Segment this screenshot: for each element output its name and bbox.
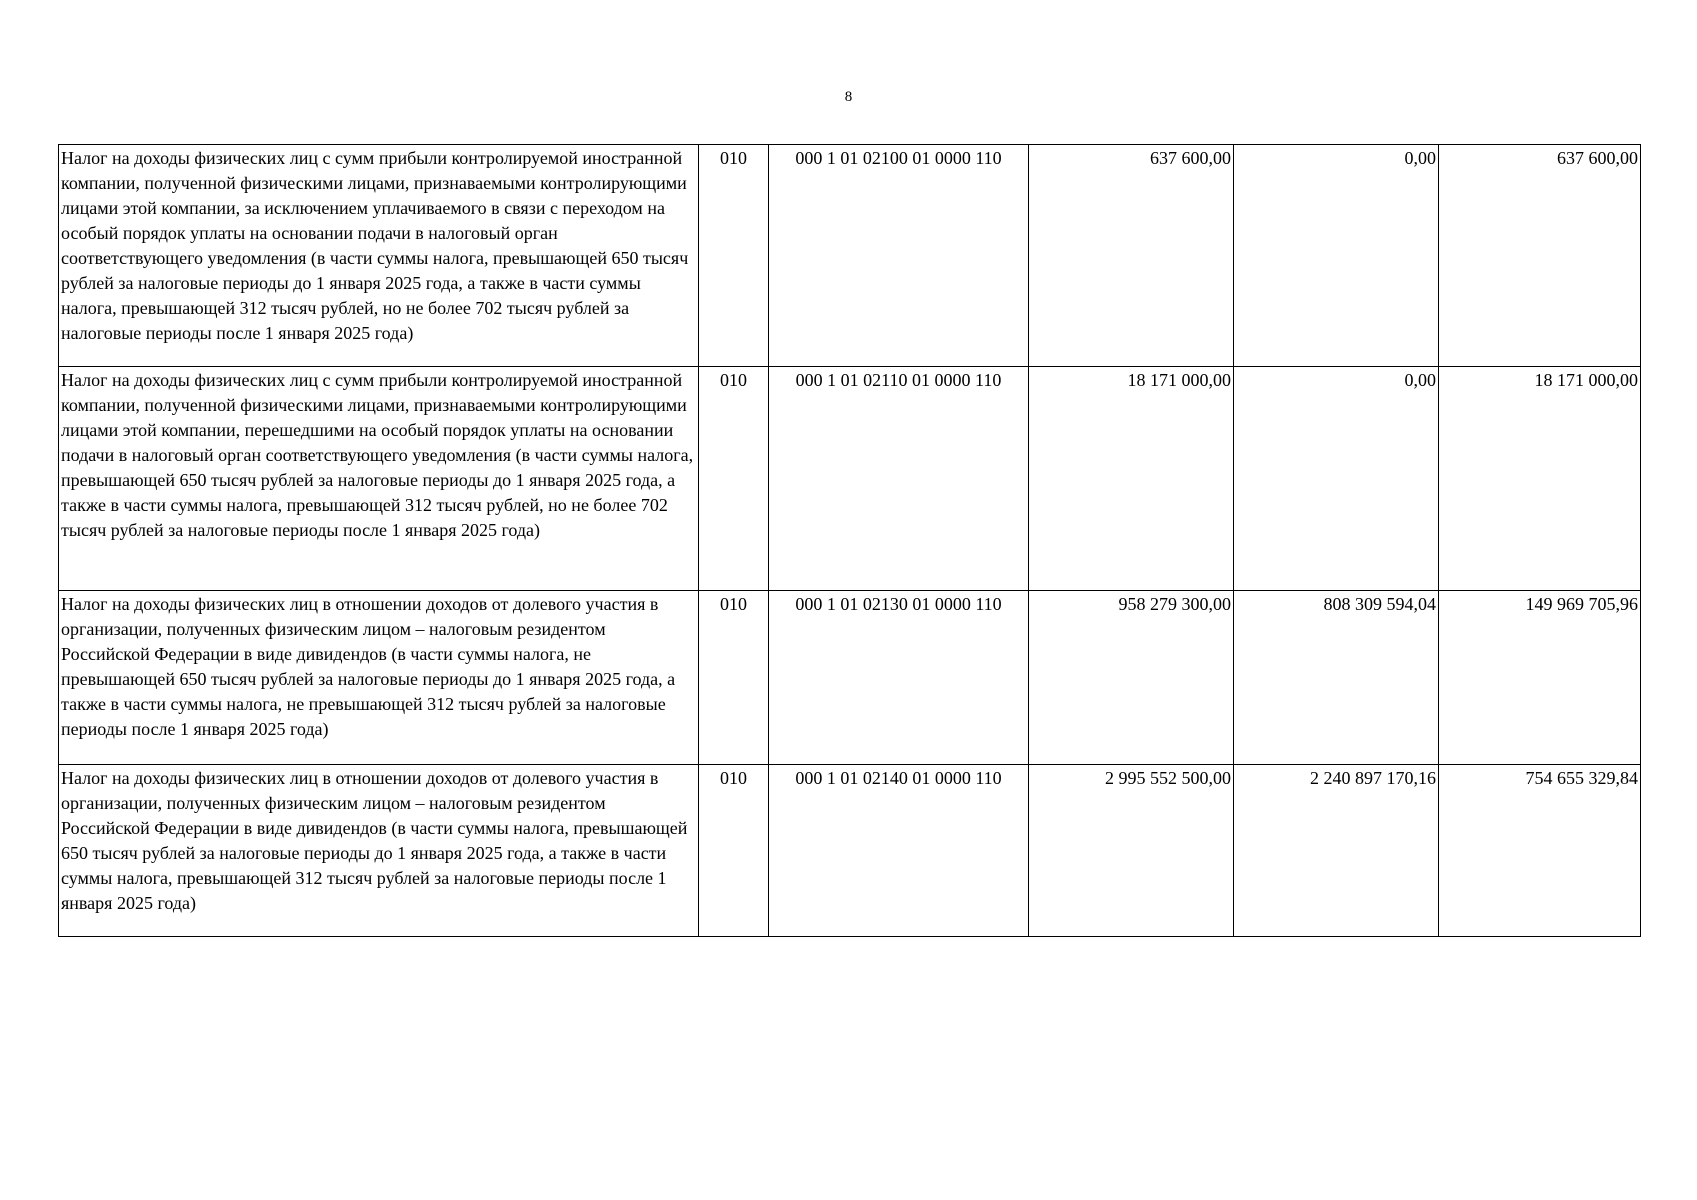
income-description: Налог на доходы физических лиц в отношении доходов от долевого участия в организации, полученных физическим лицом – налоговым резидентом Российской Федерации в виде дивидендов (в части суммы налога, не превышающей 650 тысяч рублей за налоговые периоды до 1 января 2025 года, а также в части суммы налога, не превышающей 312 тысяч рублей за налоговые периоды после 1 января 2025 года) (59, 591, 699, 765)
budget-classification-code: 000 1 01 02100 01 0000 110 (769, 145, 1029, 367)
executed-amount: 808 309 594,04 (1234, 591, 1439, 765)
budget-classification-code: 000 1 01 02110 01 0000 110 (769, 367, 1029, 591)
table-row (59, 765, 1641, 937)
income-description: Налог на доходы физических лиц с сумм прибыли контролируемой иностранной компании, полученной физическими лицами, признаваемыми контролирующими лицами этой компании, за исключением уплачиваемого в связи с переходом на особый порядок уплаты на основании подачи в налоговый орган соответствующего уведомления (в части суммы налога, превышающей 650 тысяч рублей за налоговые периоды до 1 января 2025 года, а также в части суммы налога, превышающей 312 тысяч рублей, но не более 702 тысяч рублей за налоговые периоды после 1 января 2025 года) (59, 145, 699, 367)
income-report-table (58, 144, 1641, 937)
unexecuted-amount: 18 171 000,00 (1439, 367, 1641, 591)
income-description: Налог на доходы физических лиц в отношении доходов от долевого участия в организации, полученных физическим лицом – налоговым резидентом Российской Федерации в виде дивидендов (в части суммы налога, превышающей 650 тысяч рублей за налоговые периоды до 1 января 2025 года, а также в части суммы налога, превышающей 312 тысяч рублей за налоговые периоды после 1 января 2025 года) (59, 765, 699, 937)
approved-amount: 637 600,00 (1029, 145, 1234, 367)
approved-amount: 18 171 000,00 (1029, 367, 1234, 591)
budget-classification-code: 000 1 01 02140 01 0000 110 (769, 765, 1029, 937)
line-code: 010 (699, 145, 769, 367)
budget-classification-code: 000 1 01 02130 01 0000 110 (769, 591, 1029, 765)
line-code: 010 (699, 591, 769, 765)
table-row (59, 367, 1641, 591)
line-code: 010 (699, 765, 769, 937)
table-row (59, 591, 1641, 765)
table-row (59, 145, 1641, 367)
approved-amount: 2 995 552 500,00 (1029, 765, 1234, 937)
line-code: 010 (699, 367, 769, 591)
executed-amount: 0,00 (1234, 145, 1439, 367)
page-number: 8 (844, 89, 853, 105)
income-description: Налог на доходы физических лиц с сумм прибыли контролируемой иностранной компании, полученной физическими лицами, признаваемыми контролирующими лицами этой компании, перешедшими на особый порядок уплаты на основании подачи в налоговый орган соответствующего уведомления (в части суммы налога, превышающей 650 тысяч рублей за налоговые периоды до 1 января 2025 года, а также в части суммы налога, превышающей 312 тысяч рублей, но не более 702 тысяч рублей за налоговые периоды после 1 января 2025 года) (59, 367, 699, 591)
unexecuted-amount: 149 969 705,96 (1439, 591, 1641, 765)
unexecuted-amount: 754 655 329,84 (1439, 765, 1641, 937)
executed-amount: 2 240 897 170,16 (1234, 765, 1439, 937)
executed-amount: 0,00 (1234, 367, 1439, 591)
unexecuted-amount: 637 600,00 (1439, 145, 1641, 367)
approved-amount: 958 279 300,00 (1029, 591, 1234, 765)
